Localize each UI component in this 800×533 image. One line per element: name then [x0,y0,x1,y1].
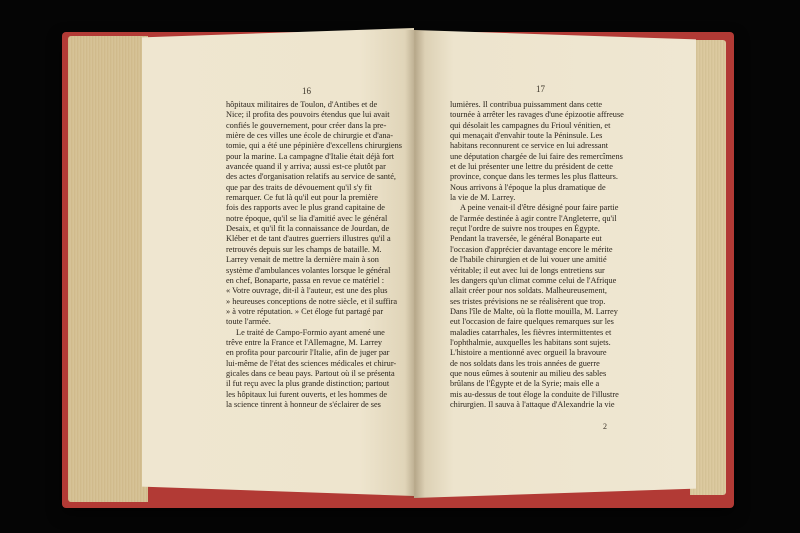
text-line: Larrey venait de mettre la dernière main à son [226,255,379,265]
text-line: » heureuses conceptions de notre siècle, et il suffira [226,296,398,306]
text-line: tomie, qui a été une pépinière d'excellens chirurgiens [226,141,402,151]
text-line: la vie de M. Larrey. [450,193,516,203]
text-line: reçut l'ordre de suivre nos troupes en Égypte. [450,224,600,234]
text-line: les dangers qu'un climat comme celui de l'Afrique [450,275,617,285]
text-line: » à votre réputation. » Cet éloge fut partagé par [226,306,384,316]
text-line: de l'habile chirurgien et de lui vouer une amitié [450,255,607,265]
text-line: province, conçue dans les termes les plus flatteurs. [450,172,618,182]
text-line: Pendant la traversée, le général Bonaparte eut [450,234,602,244]
text-line: Desaix, et qu'il fit la connaissance de Jourdan, de [226,224,390,234]
text-line: mière de ces villes une école de chirurgie et d'ana- [226,131,393,141]
text-line: véritable; il eut avec lui de longs entretiens sur [450,265,605,275]
text-line: et de lui présenter une lettre du président de cette [450,162,613,172]
text-line: fois des rapports avec le plus grand capitaine de [226,203,385,213]
text-line: lumières. Il contribua puissamment dans cette [450,100,603,109]
text-line: Le traité de Campo-Formio ayant amené une [236,327,385,337]
text-line: que nous eûmes à soutenir au milieu des sables [450,368,607,378]
text-line: eut l'occasion de faire quelques remarques sur les [450,317,614,327]
text-line: A peine venait-il d'être désigné pour faire partie [460,203,619,213]
text-line: chirurgien. Il sauva à l'attaque d'Alexandrie la vie [450,399,615,409]
text-line: la science tinrent à honneur de s'éclairer de ses [226,399,381,409]
left-page-text [226,100,402,410]
text-line: en profita pour parcourir l'Italie, afin de juger par [226,348,390,358]
text-line: trêve entre la France et l'Allemagne, M. Larrey [226,337,383,347]
text-line: il fut reçu avec la plus grande distinction; partout [226,379,390,389]
text-line: Nous arrivons à l'époque la plus dramatique de [450,182,606,192]
text-line: maladies catarrhales, les fièvres intermittentes et [450,327,612,337]
text-line: notre époque, qu'il se lia d'amitié avec le général [226,213,388,223]
text-line: les hôpitaux lui furent ouverts, et les hommes de [226,389,388,399]
text-line: des actes d'organisation relatifs au service de santé, [226,172,396,182]
text-line: Dans l'île de Malte, où la flotte mouilla, M. Larrey [450,306,618,316]
text-line: que par des traits de dévouement qu'il s'y fit [226,182,372,192]
text-line: allait créer pour nos soldats. Malheureusement, [450,286,607,296]
text-line: lui-même de l'état des sciences médicales et chirur- [226,358,397,368]
left-page-number: 16 [302,86,311,96]
page-edges-left [68,36,148,502]
text-line: Nice; il profita des pouvoirs étendus que lui avait [226,110,390,120]
right-page-number: 17 [536,84,545,94]
text-line: confiés le gouvernement, pour créer dans la pre- [226,120,387,130]
text-line: qui menaçait d'envahir toute la Péninsule. Les [450,131,603,141]
text-line: toute l'armée. [226,317,271,327]
text-line: de l'armée destinée à agir contre l'Angleterre, qu'il [450,213,617,223]
text-line: avancée quand il y arriva; aussi est-ce plutôt par [226,162,386,172]
text-line: de nos soldats dans les trois années de guerre [450,358,600,368]
text-line: système d'ambulances volantes lorsque le général [226,265,391,275]
text-line: habitans reconnurent ce service en lui adressant [450,141,609,151]
right-page-text [450,100,624,410]
text-line: remarquer. Ce fut là qu'il eut pour la première [226,193,378,203]
text-line: « Votre ouvrage, dit-il à l'auteur, est une des plus [226,286,388,296]
text-line: en chef, Bonaparte, passa en revue ce matériel : [226,275,385,285]
book-gutter [405,30,425,498]
text-line: tournée à arrêter les ravages d'une épizootie affreuse [450,110,624,120]
signature-mark: 2 [603,422,607,431]
text-line: ses tristes prévisions ne se réalisèrent que trop. [450,296,606,306]
text-line: brûlans de l'Égypte et de la Syrie; mais elle a [450,379,600,389]
text-line: qui désolait les campagnes du Frioul vénitien, et [450,120,611,130]
text-line: mis au-dessus de tout éloge la conduite de l'illustre [450,389,619,399]
text-line: l'occasion d'apprécier davantage encore le mérite [450,244,613,254]
text-line: une députation chargée de lui faire des remercîmens [450,151,623,161]
text-line: retrouvés depuis sur les champs de bataille. M. [226,244,382,254]
text-line: L'histoire a mentionné avec orgueil la bravoure [450,348,607,358]
text-line: Kléber et de tant d'autres guerriers illustres qu'il a [226,234,391,244]
text-line: gicales dans ce beau pays. Partout où il se présenta [226,368,395,378]
text-line: l'ophthalmie, auxquelles les habitans sont sujets. [450,337,611,347]
text-line: pour la marine. La campagne d'Italie était déjà fort [226,151,395,161]
text-line: hôpitaux militaires de Toulon, d'Antibes et de [226,100,378,109]
